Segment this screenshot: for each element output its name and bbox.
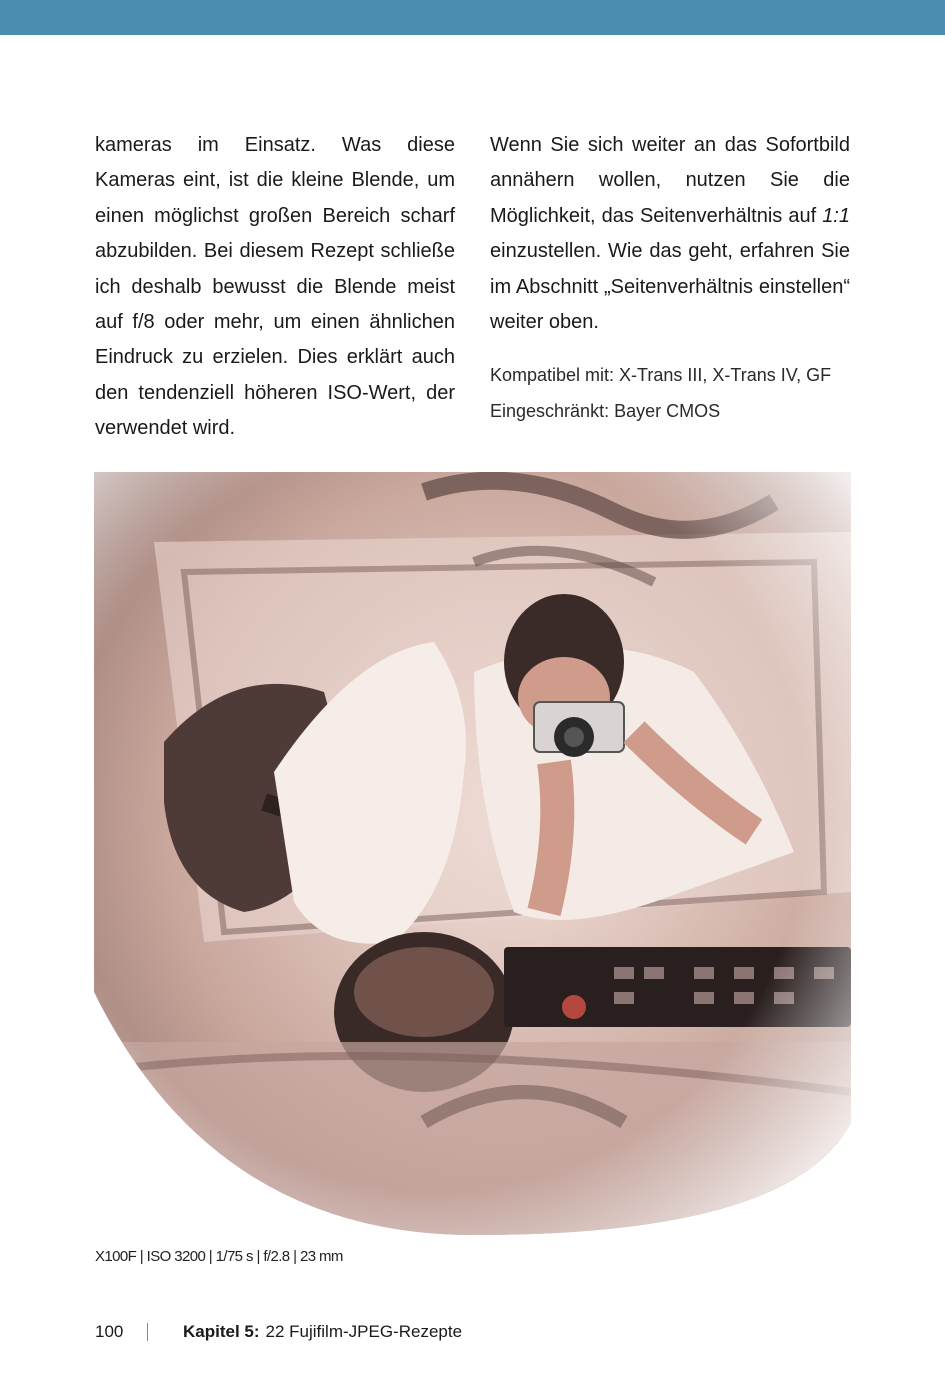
left-paragraph: kameras im Einsatz. Was diese Kameras eint, ist die kleine Blende, um einen möglichst großen Bereich scharf abzubilden. Bei diesem Rezept schließe ich deshalb bewusst die Blende meist auf f/8 oder mehr, um einen ähnlichen Eindruck zu erzielen. Dies erklärt auch den tendenziell höheren ISO-Wert, der verwendet wird. [95,134,455,440]
chapter-title: 22 Fujifilm-JPEG-Rezepte [265,1322,463,1341]
aspect-ratio-value: 1:1 [822,204,850,227]
page-number: 100 [95,1322,124,1341]
right-paragraph-start: Wenn Sie sich weiter an das Sofortbild annähern wollen, nutzen Sie die Möglichkeit, das Seitenverhältnis auf [490,134,850,227]
photo-exif-caption: X100F | ISO 3200 | 1/75 s | f/2.8 | 23 mm [95,1248,343,1265]
header-color-bar [0,0,945,35]
right-paragraph [490,128,850,340]
restricted-line: Eingeschränkt: Bayer CMOS [490,400,721,421]
right-text-column [490,128,850,429]
left-text-column [95,128,455,447]
compatibility-info [490,358,850,429]
footer-divider [147,1323,148,1341]
right-paragraph-end: einzustellen. Wie das geht, erfahren Sie im Abschnitt „Seitenverhältnis einstellen“ weiter oben. [490,240,850,334]
chapter-label: Kapitel 5: [183,1322,260,1341]
page-footer [95,1322,462,1342]
recipe-sample-photo [94,472,851,1235]
compatible-line: Kompatibel mit: X-Trans III, X-Trans IV, GF [490,365,832,386]
